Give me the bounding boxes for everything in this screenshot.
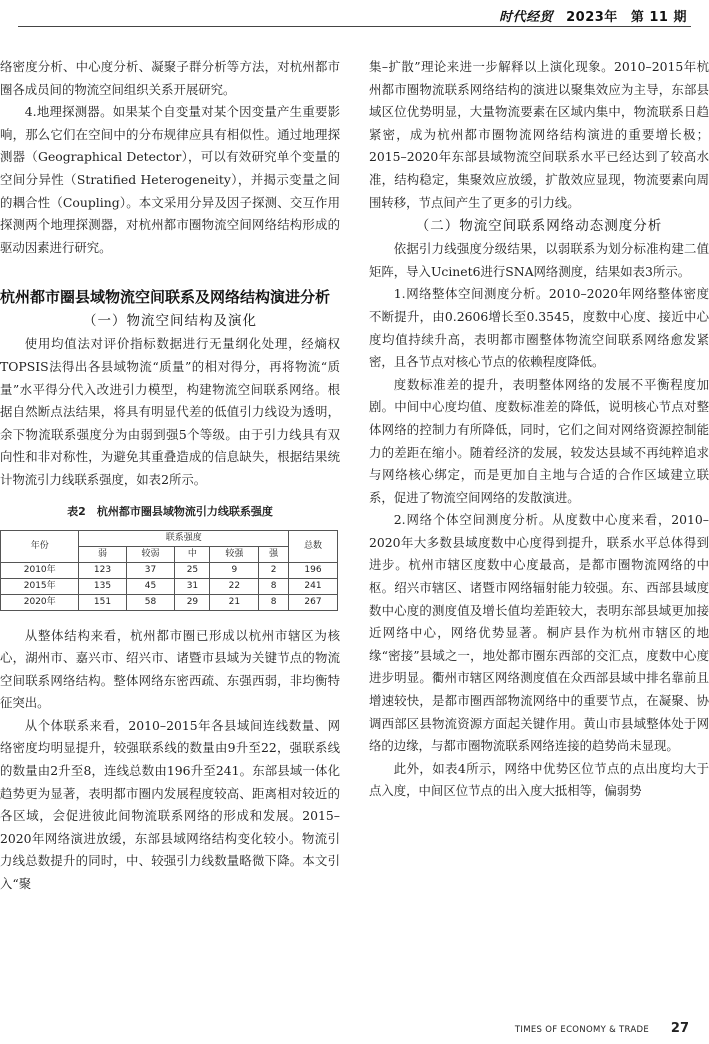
subsection-heading-2: （二）物流空间联系网络动态测度分析 [415,218,663,235]
table-cell: 21 [210,594,259,610]
journal-year: 2023年 [566,10,618,25]
table-header-level: 弱 [79,546,126,562]
page-header [0,0,709,30]
left-paragraph-5: 从个体联系来看，2010–2015年各县域间连线数量、网络密度均明显提升，较强联系线的数量由9升至22，强联系线的数量由2升至8，连线总数由196升至241。东部县域一体化趋势更为显著，表明都市圈内发展程度较高、距离相对较近的各区域，会促进彼此间物流联系网络的形成和发展。2015–2020年网络演进放缓，东部县域网络结构变化较小。物流引力线总数提升的同时，中、较强引力线数量略微下降。本文引入“聚 [0,717,340,892]
table-cell: 2 [259,562,289,578]
table-cell-total: 241 [289,578,338,594]
subsection-heading-1: （一）物流空间结构及演化 [83,313,257,330]
section-heading: 杭州都市圈县域物流空间联系及网络结构演进分析 [0,288,331,307]
table-cell: 151 [79,594,126,610]
left-column [0,56,340,896]
table-cell: 25 [175,562,210,578]
journal-brand: 时代经贸 [499,10,554,25]
left-paragraph-4: 从整体结构来看，杭州都市圈已形成以杭州市辖区为核心，湖州市、嘉兴市、绍兴市、诸暨市县域为关键节点的物流空间联系网络结构。整体网络东密西疏、东强西弱，非均衡特征突出。 [0,627,340,711]
table-header-total: 总数 [289,530,338,562]
table-cell-total: 196 [289,562,338,578]
table-cell: 8 [259,594,289,610]
journal-issue: 第 11 期 [630,10,687,25]
table-cell: 135 [79,578,126,594]
page-number: 27 [670,1021,689,1036]
table-header-year: 年份 [1,530,79,562]
table-cell: 37 [126,562,175,578]
table-header-group: 联系强度 [79,530,289,546]
table-cell-total: 267 [289,594,338,610]
table-row [1,562,338,578]
table-header-level: 较强 [210,546,259,562]
left-paragraph-2: 4.地理探测器。如果某个自变量对某个因变量产生重要影响，那么它们在空间中的分布规律应具有相似性。通过地理探测器（Geographical Detector），可以有效研究单个变量的空间分异性（Stratified Heterogeneity），并揭示变量之间的耦合性（Coupling）。本文采用分异及因子探测、交互作用探测两个地理探测器，对杭州都市圈物流空间网络结构形成的驱动因素进行研究。 [0,104,340,255]
left-paragraph-1: 络密度分析、中心度分析、凝聚子群分析等方法，对杭州都市圈各成员间的物流空间组织关系开展研究。 [0,59,340,97]
table-cell: 31 [175,578,210,594]
right-column [369,56,709,803]
table-cell: 9 [210,562,259,578]
table-header-level: 较弱 [126,546,175,562]
journal-header [499,6,687,25]
footer-journal-name: TIMES OF ECONOMY & TRADE [514,1025,649,1035]
page-footer [0,1018,709,1044]
right-paragraph-3: 1.网络整体空间测度分析。2010–2020年网络整体密度不断提升，由0.2606增长至0.3545，度数中心度、接近中心度均值持续升高，表明都市圈整体物流空间联系网络愈发紧密，且各节点对核心节点的依赖程度降低。 [369,286,709,370]
table-cell: 58 [126,594,175,610]
table-cell: 123 [79,562,126,578]
right-paragraph-5: 2.网络个体空间测度分析。从度数中心度来看，2010–2020年大多数县域度数中心度得到提升，联系水平总体得到进步。杭州市辖区度数中心度最高，是都市圈物流网络的中枢。绍兴市辖区、诸暨市网络辐射能力较强。东、西部县域度数中心度的测度值及增长值均差距较大，表明东部县域更加接近网络中心，网络优势显著。桐庐县作为杭州市辖区的地缘“密接”县域之一，地处都市圈东西部的交汇点，度数中心度进步明显。衢州市辖区网络测度值在众西部县域中排名靠前且增速较快，是都市圈西部物流网络中的重要节点，在凝聚、协调西部区县物流资源方面起关键作用。黄山市县域整体处于网络的边缘，与都市圈物流联系网络连接的趋势尚未显现。 [369,512,709,754]
table-cell-year: 2015年 [1,578,79,594]
left-paragraph-3: 使用均值法对评价指标数据进行无量纲化处理，经熵权TOPSIS法得出各县域物流“质量”的相对得分，再将物流“质量”水平得分代入改进引力模型，构建物流空间联系网络。根据自然断点法结果，将具有明显代差的低值引力线设为透明，余下物流联系强度分为由弱到强5个等级。由于引力线具有双向性和非对称性，为避免其重叠造成的信息缺失，根据结果统计物流引力线联系强度，如表2所示。 [0,336,340,487]
table-header-level: 强 [259,546,289,562]
table-row [1,578,338,594]
table-title: 表2 杭州都市圈县域物流引力线联系强度 [67,504,273,518]
table-cell: 45 [126,578,175,594]
right-paragraph-1: 集–扩散”理论来进一步解释以上演化现象。2010–2015年杭州都市圈物流联系网络结构的演进以聚集效应为主导，东部县域区位优势明显，大量物流要素在区域内集中，物流联系日趋紧密，成为杭州都市圈物流网络结构演进的重要增长极；2015–2020年东部县域物流空间联系水平已经达到了较高水准，结构稳定，集聚效应放缓，扩散效应显现，物流要素向周围转移，节点间产生了更多的引力线。 [369,59,709,210]
table-header-row [1,530,338,546]
right-paragraph-2: 依据引力线强度分级结果，以弱联系为划分标准构建二值矩阵，导入Ucinet6进行SNA网络测度，结果如表3所示。 [369,241,709,279]
table-cell-year: 2020年 [1,594,79,610]
right-paragraph-4: 度数标准差的提升，表明整体网络的发展不平衡程度加剧。中间中心度均值、度数标准差的降低，说明核心节点对整体网络的控制力有所降低，同时，它们之间对网络资源控制能力的差距在缩小。随着经济的发展，较发达县域不再纯粹追求与网络核心绑定，而是更加自主地与合适的合作区域建立联系，促进了物流空间网络的发散演进。 [369,376,709,505]
header-rule [18,26,691,27]
table-header-level: 中 [175,546,210,562]
table-cell: 29 [175,594,210,610]
right-paragraph-6: 此外，如表4所示，网络中优势区位节点的点出度均大于点入度，中间区位节点的出入度大抵相等，偏弱势 [369,760,709,799]
table-cell: 8 [259,578,289,594]
table-cell: 22 [210,578,259,594]
data-table [0,530,338,611]
table-row [1,594,338,610]
table-cell-year: 2010年 [1,562,79,578]
